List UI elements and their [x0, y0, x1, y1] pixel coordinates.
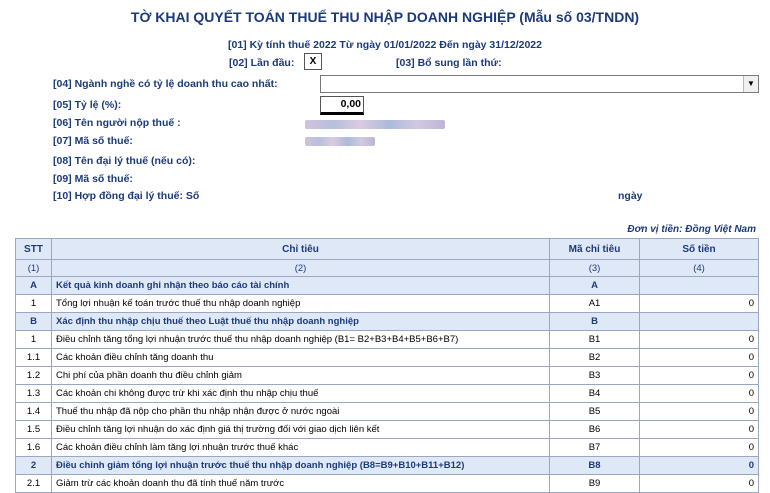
table-row: [16, 421, 759, 439]
row-indicator: Giảm trừ các khoản doanh thu đã tính thuế năm trước: [52, 475, 550, 493]
index-2: (2): [52, 260, 550, 277]
header-stt: STT: [16, 239, 52, 260]
row-code: B9: [550, 475, 640, 493]
row-stt: B: [16, 313, 52, 331]
tax-table: [15, 238, 759, 493]
row-amount[interactable]: 0: [640, 331, 759, 349]
table-row: [16, 277, 759, 295]
row-stt: 2: [16, 457, 52, 475]
table-row: [16, 457, 759, 475]
table-row: [16, 295, 759, 313]
row-amount[interactable]: 0: [640, 421, 759, 439]
row-amount[interactable]: 0: [640, 295, 759, 313]
table-row: [16, 313, 759, 331]
table-row: [16, 367, 759, 385]
table-header-row: [16, 239, 759, 260]
row-indicator: Các khoản chi không được trừ khi xác định thu nhập chịu thuế: [52, 385, 550, 403]
first-time-checkbox[interactable]: X: [304, 53, 322, 70]
row-code: B7: [550, 439, 640, 457]
row-amount[interactable]: 0: [640, 367, 759, 385]
agent-contract-label: [10] Hợp đồng đại lý thuế: Số: [53, 190, 200, 202]
row-code: B4: [550, 385, 640, 403]
row-indicator: Chi phí của phần doanh thu điều chỉnh giảm: [52, 367, 550, 385]
header-code: Mã chỉ tiêu: [550, 239, 640, 260]
row-code: B3: [550, 367, 640, 385]
row-amount[interactable]: [640, 313, 759, 331]
index-4: (4): [640, 260, 759, 277]
taxpayer-name-redacted: [305, 120, 445, 129]
first-time-label: [02] Lần đầu:: [229, 57, 295, 69]
tax-code-label: [07] Mã số thuế:: [53, 135, 133, 147]
row-code: B5: [550, 403, 640, 421]
row-stt: 1.3: [16, 385, 52, 403]
row-code: B8: [550, 457, 640, 475]
table-index-row: [16, 260, 759, 277]
table-row: [16, 475, 759, 493]
row-stt: 2.1: [16, 475, 52, 493]
row-stt: 1.1: [16, 349, 52, 367]
row-code: A1: [550, 295, 640, 313]
index-1: (1): [16, 260, 52, 277]
row-stt: 1: [16, 295, 52, 313]
header-amount: Số tiền: [640, 239, 759, 260]
row-amount[interactable]: 0: [640, 385, 759, 403]
table-row: [16, 439, 759, 457]
row-code: B6: [550, 421, 640, 439]
row-amount[interactable]: [640, 277, 759, 295]
row-indicator: Điều chỉnh tăng lợi nhuận do xác định giá thị trường đối với giao dịch liên kết: [52, 421, 550, 439]
row-stt: 1.6: [16, 439, 52, 457]
supplement-label: [03] Bổ sung lần thứ:: [396, 57, 502, 69]
row-indicator: Điều chỉnh giảm tổng lợi nhuận trước thuế thu nhập doanh nghiệp (B8=B9+B10+B11+B12): [52, 457, 550, 475]
agent-name-label: [08] Tên đại lý thuế (nếu có):: [53, 155, 196, 167]
agent-contract-date-label: ngày: [618, 190, 643, 202]
tax-period: [01] Kỳ tính thuế 2022 Từ ngày 01/01/2022 Đến ngày 31/12/2022: [227, 39, 542, 51]
row-code: B: [550, 313, 640, 331]
row-indicator: Kết quả kinh doanh ghi nhận theo báo cáo tài chính: [52, 277, 550, 295]
row-code: A: [550, 277, 640, 295]
row-indicator: Điều chỉnh tăng tổng lợi nhuận trước thuế thu nhập doanh nghiệp (B1= B2+B3+B4+B5+B6+B7): [52, 331, 550, 349]
rate-label: [05] Tỷ lệ (%):: [53, 99, 122, 111]
table-row: [16, 385, 759, 403]
row-indicator: Các khoản điều chỉnh tăng doanh thu: [52, 349, 550, 367]
row-stt: 1: [16, 331, 52, 349]
row-stt: A: [16, 277, 52, 295]
agent-tax-code-label: [09] Mã số thuế:: [53, 173, 133, 185]
row-amount[interactable]: 0: [640, 349, 759, 367]
row-indicator: Xác định thu nhập chịu thuế theo Luật thuế thu nhập doanh nghiệp: [52, 313, 550, 331]
row-code: B2: [550, 349, 640, 367]
row-indicator: Các khoản điều chỉnh làm tăng lợi nhuận trước thuế khác: [52, 439, 550, 457]
table-row: [16, 331, 759, 349]
row-stt: 1.4: [16, 403, 52, 421]
row-amount[interactable]: 0: [640, 403, 759, 421]
form-title: TỜ KHAI QUYẾT TOÁN THUẾ THU NHẬP DOANH NGHIỆP (Mẫu số 03/TNDN): [130, 9, 640, 25]
taxpayer-name-label: [06] Tên người nộp thuế :: [53, 117, 181, 129]
table-row: [16, 403, 759, 421]
row-indicator: Tổng lợi nhuận kế toán trước thuế thu nhập doanh nghiệp: [52, 295, 550, 313]
tax-code-redacted: [305, 137, 375, 146]
row-amount[interactable]: 0: [640, 439, 759, 457]
row-code: B1: [550, 331, 640, 349]
index-3: (3): [550, 260, 640, 277]
rate-input[interactable]: 0,00: [320, 96, 364, 115]
industry-select[interactable]: [320, 75, 759, 93]
row-stt: 1.5: [16, 421, 52, 439]
row-indicator: Thuế thu nhập đã nộp cho phần thu nhập nhận được ở nước ngoài: [52, 403, 550, 421]
chevron-down-icon[interactable]: ▼: [743, 76, 758, 92]
header-indicator: Chỉ tiêu: [52, 239, 550, 260]
currency-unit: Đơn vị tiền: Đồng Việt Nam: [627, 224, 756, 235]
table-row: [16, 349, 759, 367]
row-amount[interactable]: 0: [640, 475, 759, 493]
industry-label: [04] Ngành nghề có tỷ lệ doanh thu cao nhất:: [53, 78, 278, 90]
row-amount[interactable]: 0: [640, 457, 759, 475]
row-stt: 1.2: [16, 367, 52, 385]
